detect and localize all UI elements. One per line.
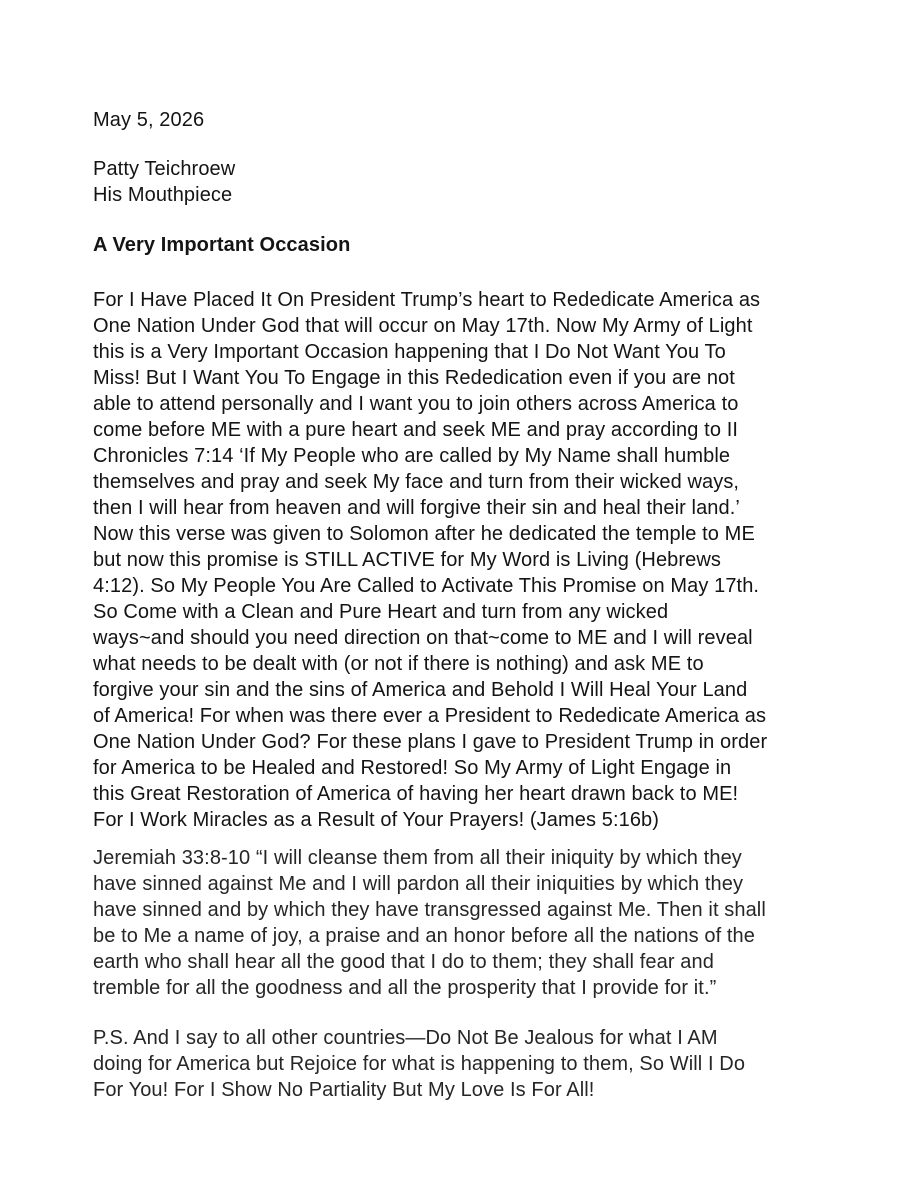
author-block [93, 156, 853, 208]
scripture-line: tremble for all the goodness and all the prosperity that I provide for it.” [93, 977, 717, 999]
scripture-line: have sinned against Me and I will pardon all their iniquities by which they [93, 873, 744, 895]
body-line: Now this verse was given to Solomon after he dedicated the temple to ME [93, 523, 755, 545]
body-line: For I Work Miracles as a Result of Your Prayers! (James 5:16b) [93, 809, 660, 831]
body-line: of America! For when was there ever a President to Rededicate America as [93, 705, 767, 727]
scripture-line: Jeremiah 33:8-10 “I will cleanse them from all their iniquity by which they [93, 847, 742, 869]
body-line: 4:12). So My People You Are Called to Activate This Promise on May 17th. [93, 575, 760, 597]
body-paragraph [93, 287, 853, 833]
scripture-line: be to Me a name of joy, a praise and an honor before all the nations of the [93, 925, 756, 947]
scripture-line: have sinned and by which they have transgressed against Me. Then it shall [93, 899, 766, 921]
body-line: One Nation Under God that will occur on May 17th. Now My Army of Light [93, 315, 753, 337]
body-line: themselves and pray and seek My face and turn from their wicked ways, [93, 471, 740, 493]
body-line: but now this promise is STILL ACTIVE for My Word is Living (Hebrews [93, 549, 722, 571]
body-line: Miss! But I Want You To Engage in this Rededication even if you are not [93, 367, 735, 389]
body-line: this Great Restoration of America of having her heart drawn back to ME! [93, 783, 739, 805]
date-text: May 5, 2026 [93, 109, 205, 131]
body-line: then I will hear from heaven and will forgive their sin and heal their land.’ [93, 497, 740, 519]
letter-date [93, 107, 853, 133]
body-line: for America to be Healed and Restored! So My Army of Light Engage in [93, 757, 732, 779]
body-line: come before ME with a pure heart and seek ME and pray according to II [93, 419, 739, 441]
author-role: His Mouthpiece [93, 184, 233, 206]
postscript-line: doing for America but Rejoice for what is happening to them, So Will I Do [93, 1053, 746, 1075]
body-line: this is a Very Important Occasion happening that I Do Not Want You To [93, 341, 726, 363]
body-line: ways~and should you need direction on that~come to ME and I will reveal [93, 627, 753, 649]
author-name: Patty Teichroew [93, 158, 236, 180]
body-line: able to attend personally and I want you to join others across America to [93, 393, 739, 415]
scripture-line: earth who shall hear all the good that I do to them; they shall fear and [93, 951, 714, 973]
body-line: One Nation Under God? For these plans I gave to President Trump in order [93, 731, 768, 753]
postscript-line: P.S. And I say to all other countries—Do Not Be Jealous for what I AM [93, 1027, 718, 1049]
body-line: Chronicles 7:14 ‘If My People who are called by My Name shall humble [93, 445, 731, 467]
body-line: So Come with a Clean and Pure Heart and turn from any wicked [93, 601, 669, 623]
title-text: A Very Important Occasion [93, 234, 351, 256]
body-line: what needs to be dealt with (or not if there is nothing) and ask ME to [93, 653, 704, 675]
body-line: forgive your sin and the sins of America and Behold I Will Heal Your Land [93, 679, 748, 701]
letter-title [93, 232, 853, 258]
postscript-line: For You! For I Show No Partiality But My Love Is For All! [93, 1079, 595, 1101]
body-line: For I Have Placed It On President Trump’s heart to Rededicate America as [93, 289, 761, 311]
postscript-paragraph [93, 1025, 853, 1103]
scripture-paragraph [93, 845, 853, 1001]
